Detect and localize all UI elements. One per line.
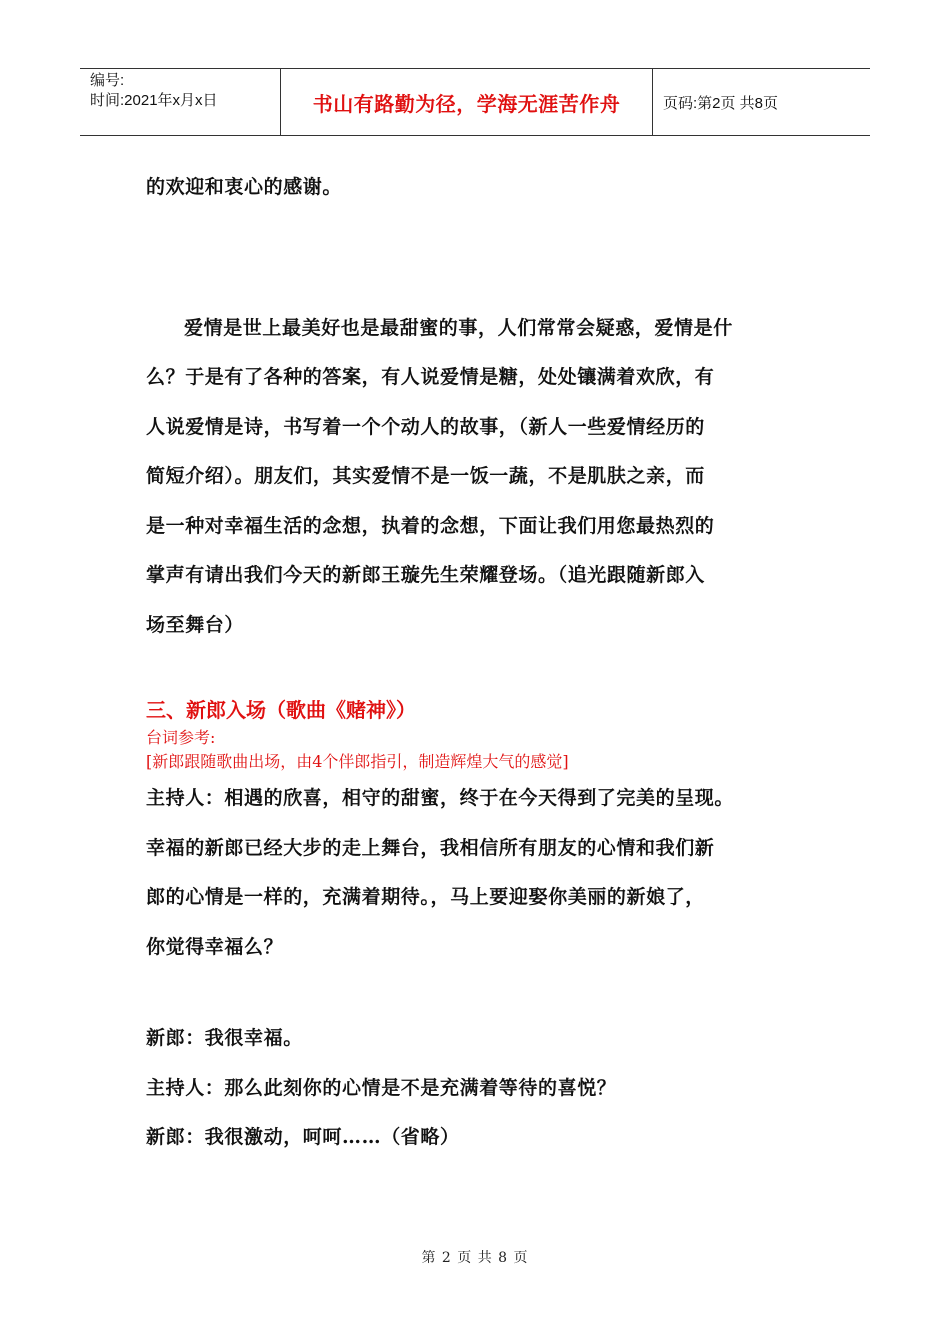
dialogue-line: 你觉得幸福么？ xyxy=(146,935,284,958)
header-motto: 书山有路勤为径，学海无涯苦作舟 xyxy=(281,69,653,135)
dialogue-line: 郎的心情是一样的，充满着期待。，马上要迎娶你美丽的新娘了， xyxy=(146,886,705,908)
header-page-number: 页码:第2页 共8页 xyxy=(663,94,779,112)
paragraph-line: 爱情是世上最美好也是最甜蜜的事，人们常常会疑惑，爱情是什 xyxy=(184,316,733,339)
section-title: 三、新郎入场（歌曲《赌神》） xyxy=(146,700,416,722)
paragraph-line: 简短介绍）。朋友们，其实爱情不是一饭一蔬，不是肌肤之亲，而 xyxy=(146,465,705,487)
stage-direction-note: [新郎跟随歌曲出场，由4个伴郎指引，制造辉煌大气的感觉] xyxy=(146,752,569,771)
dialogue-line: 主持人：相遇的欣喜，相守的甜蜜，终于在今天得到了完美的呈现。 xyxy=(146,787,735,809)
host-dialogue-2: 主持人：那么此刻你的心情是不是充满着等待的喜悦？ xyxy=(146,1076,617,1099)
document-number-label: 编号: xyxy=(90,72,125,89)
host-dialogue-1 xyxy=(146,774,814,972)
page-footer: 第 2 页 共 8 页 xyxy=(421,1250,529,1266)
groom-dialogue-1: 新郎：我很幸福。 xyxy=(146,1027,303,1049)
paragraph-line: 人说爱情是诗，书写着一个个动人的故事，（新人一些爱情经历的 xyxy=(146,415,705,438)
paragraph-line: 是一种对幸福生活的念想，执着的念想，下面让我们用您最热烈的 xyxy=(146,514,715,537)
document-date: 时间:2021年x月x日 xyxy=(90,92,218,109)
paragraph-line: 掌声有请出我们今天的新郎王璇先生荣耀登场。（追光跟随新郎入 xyxy=(146,564,705,586)
paragraph-line: 场至舞台） xyxy=(146,613,245,636)
spacer xyxy=(146,213,814,304)
script-reference-label: 台词参考: xyxy=(146,728,216,747)
dialogue-line: 幸福的新郎已经大步的走上舞台，我相信所有朋友的心情和我们新 xyxy=(146,836,715,859)
document-body xyxy=(146,163,814,1163)
groom-dialogue-2: 新郎：我很激动，呵呵……（省略） xyxy=(146,1126,460,1148)
spacer xyxy=(146,650,814,696)
paragraph-line: 么？于是有了各种的答案，有人说爱情是糖，处处镶满着欢欣，有 xyxy=(146,366,715,388)
page-header xyxy=(80,68,870,136)
paragraph-love xyxy=(146,304,814,651)
spacer xyxy=(146,972,814,1014)
paragraph-thanks: 的欢迎和衷心的感谢。 xyxy=(146,176,343,198)
header-meta xyxy=(80,69,281,135)
